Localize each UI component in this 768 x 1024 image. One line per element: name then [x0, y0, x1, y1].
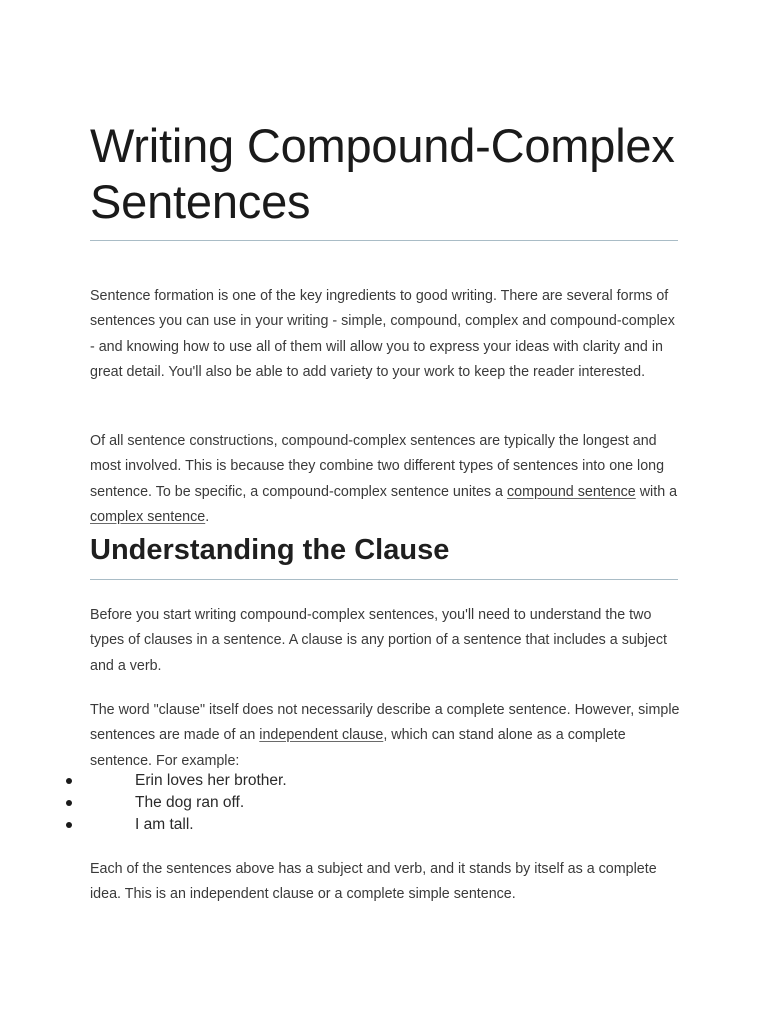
intro-paragraph: Sentence formation is one of the key ingredients to good writing. There are several forms of sentences you can use in your writing - simple, compound, complex and compound-complex - and knowing how to use all of them will allow you to express your ideas with clarity and in great detail. You'll also be able to add variety to your work to keep the reader interested. [90, 288, 675, 380]
combination-paragraph [90, 429, 680, 530]
example-text: Erin loves her brother. [135, 772, 287, 789]
bullet-icon [66, 822, 72, 828]
independent-clause-link[interactable]: independent clause [259, 727, 384, 744]
section-heading: Understanding the Clause [90, 534, 450, 566]
complex-sentence-link[interactable]: complex sentence [90, 508, 206, 525]
page-title: Writing Compound-Complex Sentences [90, 119, 675, 228]
list-item [0, 792, 768, 814]
independent-text-after: , which can stand alone as a complete sentence. For example: [90, 727, 626, 769]
summary-paragraph: Each of the sentences above has a subject and verb, and it stands by itself as a complete idea. This is an independent clause or a complete simple sentence. [90, 861, 657, 903]
clause-definition-paragraph: Before you start writing compound-complex sentences, you'll need to understand the two types of clauses in a sentence. A clause is any portion of a sentence that includes a subject and a verb. [90, 607, 667, 674]
example-text: I am tall. [135, 816, 194, 833]
independent-text-before: The word "clause" itself does not necessarily describe a complete sentence. However, simple sentences are made of an [90, 702, 680, 744]
section-divider [90, 579, 678, 580]
bullet-icon [66, 778, 72, 784]
combination-text-middle: with a [635, 483, 678, 500]
list-item [0, 770, 768, 792]
title-divider [90, 240, 678, 241]
combination-text-before: Of all sentence constructions, compound-complex sentences are typically the longest and most involved. This is because they combine two different types of sentences into one long sentence. To be specific, a compound-complex sentence unites a [90, 433, 665, 500]
list-item [0, 814, 768, 836]
bullet-icon [66, 800, 72, 806]
independent-clause-paragraph [90, 698, 680, 774]
combination-text-after: . [205, 508, 210, 525]
example-text: The dog ran off. [135, 794, 245, 811]
compound-sentence-link[interactable]: compound sentence [506, 483, 636, 500]
example-list [0, 770, 768, 836]
